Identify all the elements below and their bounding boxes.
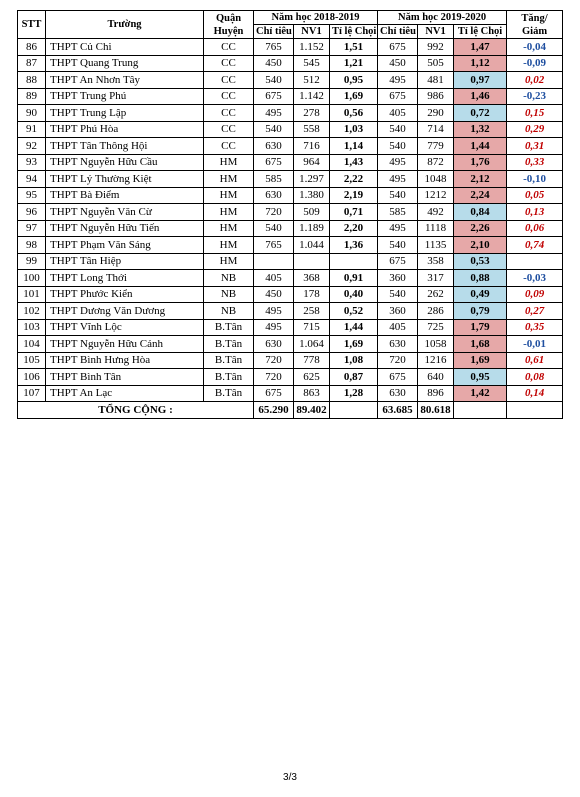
row-change: 0,09	[507, 286, 563, 303]
row-district: CC	[204, 88, 254, 105]
row-change: 0,13	[507, 204, 563, 221]
row-chitieu-2: 495	[378, 171, 418, 188]
row-change: 0,33	[507, 154, 563, 171]
row-nv1-2: 779	[418, 138, 454, 155]
row-change: 0,61	[507, 352, 563, 369]
row-change: 0,14	[507, 385, 563, 402]
row-chitieu-1: 720	[254, 352, 294, 369]
row-tile-2: 1,69	[454, 352, 507, 369]
row-chitieu-2: 630	[378, 385, 418, 402]
row-chitieu-1: 495	[254, 303, 294, 320]
row-school-name: THPT Quang Trung	[46, 55, 204, 72]
row-nv1-2: 986	[418, 88, 454, 105]
row-tile-2: 0,49	[454, 286, 507, 303]
row-chitieu-2: 450	[378, 55, 418, 72]
row-district: HM	[204, 204, 254, 221]
row-school-name: THPT Nguyễn Hữu Cầu	[46, 154, 204, 171]
row-change: -0,01	[507, 336, 563, 353]
row-nv1-2: 896	[418, 385, 454, 402]
row-chitieu-1: 540	[254, 72, 294, 89]
row-nv1-1: 512	[294, 72, 330, 89]
row-chitieu-1: 720	[254, 204, 294, 221]
row-district: HM	[204, 187, 254, 204]
row-tile-2: 2,10	[454, 237, 507, 254]
row-nv1-2: 725	[418, 319, 454, 336]
row-nv1-1: 964	[294, 154, 330, 171]
total-chitieu-2: 63.685	[378, 402, 418, 419]
header-district: Quận Huyện	[204, 11, 254, 39]
table-row	[18, 121, 563, 138]
row-nv1-2: 290	[418, 105, 454, 122]
row-tile-1: 1,69	[330, 88, 378, 105]
row-tile-1: 0,52	[330, 303, 378, 320]
row-chitieu-1: 540	[254, 121, 294, 138]
header-year-2019: Năm học 2019-2020	[378, 11, 507, 25]
row-stt: 93	[18, 154, 46, 171]
row-nv1-1: 1.152	[294, 39, 330, 56]
row-school-name: THPT Nguyễn Hữu Tiến	[46, 220, 204, 237]
row-tile-1: 2,19	[330, 187, 378, 204]
row-chitieu-1: 675	[254, 385, 294, 402]
row-stt: 100	[18, 270, 46, 287]
row-chitieu-2: 630	[378, 336, 418, 353]
row-district: HM	[204, 253, 254, 270]
row-school-name: THPT An Nhơn Tây	[46, 72, 204, 89]
row-chitieu-2: 495	[378, 220, 418, 237]
row-school-name: THPT Tân Thông Hội	[46, 138, 204, 155]
row-nv1-1: 258	[294, 303, 330, 320]
total-label: TỔNG CỘNG :	[18, 402, 254, 419]
row-chitieu-2: 540	[378, 286, 418, 303]
table-row	[18, 220, 563, 237]
row-tile-1: 1,28	[330, 385, 378, 402]
row-tile-1: 0,40	[330, 286, 378, 303]
row-chitieu-2: 675	[378, 88, 418, 105]
row-nv1-2: 505	[418, 55, 454, 72]
table-row	[18, 319, 563, 336]
row-school-name: THPT An Lạc	[46, 385, 204, 402]
row-nv1-1: 1.142	[294, 88, 330, 105]
row-school-name: THPT Dương Văn Dương	[46, 303, 204, 320]
row-nv1-2: 481	[418, 72, 454, 89]
row-school-name: THPT Củ Chi	[46, 39, 204, 56]
row-nv1-2: 262	[418, 286, 454, 303]
row-district: B.Tân	[204, 319, 254, 336]
row-change: -0,23	[507, 88, 563, 105]
row-school-name: THPT Nguyễn Hữu Cảnh	[46, 336, 204, 353]
row-chitieu-2: 360	[378, 303, 418, 320]
row-school-name: THPT Bình Tân	[46, 369, 204, 386]
row-stt: 92	[18, 138, 46, 155]
row-nv1-1: 368	[294, 270, 330, 287]
row-district: CC	[204, 55, 254, 72]
row-nv1-1: 178	[294, 286, 330, 303]
row-tile-2: 0,88	[454, 270, 507, 287]
table-row	[18, 303, 563, 320]
row-change: 0,06	[507, 220, 563, 237]
row-district: NB	[204, 270, 254, 287]
row-tile-2: 0,95	[454, 369, 507, 386]
row-stt: 94	[18, 171, 46, 188]
table-row	[18, 105, 563, 122]
table-row	[18, 187, 563, 204]
row-nv1-1: 716	[294, 138, 330, 155]
row-chitieu-2: 495	[378, 72, 418, 89]
row-nv1-1: 778	[294, 352, 330, 369]
row-chitieu-1: 720	[254, 369, 294, 386]
table-row	[18, 385, 563, 402]
header-chitieu-1: Chỉ tiêu	[254, 25, 294, 39]
row-change: -0,03	[507, 270, 563, 287]
table-row	[18, 39, 563, 56]
row-stt: 102	[18, 303, 46, 320]
row-school-name: THPT Long Thới	[46, 270, 204, 287]
total-tile-1	[330, 402, 378, 419]
row-chitieu-1: 630	[254, 138, 294, 155]
row-district: HM	[204, 154, 254, 171]
table-row	[18, 270, 563, 287]
row-tile-2: 2,12	[454, 171, 507, 188]
row-nv1-1: 1.189	[294, 220, 330, 237]
row-change: 0,35	[507, 319, 563, 336]
header-tile-2: Tỉ lệ Chọi	[454, 25, 507, 39]
row-nv1-2: 1118	[418, 220, 454, 237]
row-chitieu-1: 765	[254, 39, 294, 56]
row-change: 0,02	[507, 72, 563, 89]
table-row	[18, 154, 563, 171]
row-district: B.Tân	[204, 336, 254, 353]
row-chitieu-1: 495	[254, 105, 294, 122]
row-district: HM	[204, 220, 254, 237]
row-nv1-2: 1216	[418, 352, 454, 369]
row-tile-2: 1,76	[454, 154, 507, 171]
row-nv1-2: 640	[418, 369, 454, 386]
row-chitieu-1	[254, 253, 294, 270]
table-row	[18, 72, 563, 89]
row-chitieu-1: 585	[254, 171, 294, 188]
row-stt: 86	[18, 39, 46, 56]
row-chitieu-2: 405	[378, 105, 418, 122]
row-tile-1: 0,95	[330, 72, 378, 89]
row-chitieu-2: 675	[378, 253, 418, 270]
page-number: 3/3	[283, 772, 297, 783]
row-nv1-2: 714	[418, 121, 454, 138]
row-district: CC	[204, 72, 254, 89]
row-school-name: THPT Phước Kiển	[46, 286, 204, 303]
total-row	[18, 402, 563, 419]
row-change: 0,15	[507, 105, 563, 122]
row-tile-2: 0,84	[454, 204, 507, 221]
row-tile-1: 1,43	[330, 154, 378, 171]
row-stt: 95	[18, 187, 46, 204]
row-tile-2: 1,32	[454, 121, 507, 138]
row-tile-1: 0,91	[330, 270, 378, 287]
row-chitieu-1: 675	[254, 88, 294, 105]
row-chitieu-2: 405	[378, 319, 418, 336]
row-chitieu-1: 405	[254, 270, 294, 287]
row-district: B.Tân	[204, 385, 254, 402]
row-tile-1: 1,36	[330, 237, 378, 254]
row-tile-1: 1,08	[330, 352, 378, 369]
table-row	[18, 171, 563, 188]
row-nv1-1: 1.297	[294, 171, 330, 188]
table-row	[18, 369, 563, 386]
row-nv1-1: 1.044	[294, 237, 330, 254]
row-change: 0,74	[507, 237, 563, 254]
row-tile-1	[330, 253, 378, 270]
row-nv1-2: 872	[418, 154, 454, 171]
row-nv1-1: 715	[294, 319, 330, 336]
row-nv1-2: 1058	[418, 336, 454, 353]
row-chitieu-2: 495	[378, 154, 418, 171]
row-school-name: THPT Bà Điểm	[46, 187, 204, 204]
row-tile-1: 1,03	[330, 121, 378, 138]
total-chitieu-1: 65.290	[254, 402, 294, 419]
row-nv1-2: 1048	[418, 171, 454, 188]
row-stt: 103	[18, 319, 46, 336]
row-chitieu-2: 540	[378, 237, 418, 254]
row-stt: 90	[18, 105, 46, 122]
header-tile-1: Tỉ lệ Chọi	[330, 25, 378, 39]
table-row	[18, 88, 563, 105]
table-header	[18, 11, 563, 39]
row-change: 0,05	[507, 187, 563, 204]
row-nv1-1	[294, 253, 330, 270]
row-change: -0,10	[507, 171, 563, 188]
row-nv1-1: 1.064	[294, 336, 330, 353]
row-nv1-1: 545	[294, 55, 330, 72]
row-tile-2: 1,42	[454, 385, 507, 402]
row-tile-1: 2,22	[330, 171, 378, 188]
row-school-name: THPT Lý Thường Kiệt	[46, 171, 204, 188]
row-stt: 87	[18, 55, 46, 72]
row-chitieu-1: 630	[254, 187, 294, 204]
row-district: CC	[204, 105, 254, 122]
row-district: NB	[204, 303, 254, 320]
total-nv1-2: 80.618	[418, 402, 454, 419]
row-stt: 96	[18, 204, 46, 221]
row-nv1-2: 358	[418, 253, 454, 270]
row-tile-1: 1,44	[330, 319, 378, 336]
row-district: HM	[204, 237, 254, 254]
row-tile-2: 1,79	[454, 319, 507, 336]
row-change: 0,29	[507, 121, 563, 138]
row-nv1-2: 492	[418, 204, 454, 221]
row-nv1-1: 863	[294, 385, 330, 402]
row-stt: 106	[18, 369, 46, 386]
row-change: -0,09	[507, 55, 563, 72]
header-school: Trường	[46, 11, 204, 39]
table-row	[18, 138, 563, 155]
row-change: 0,27	[507, 303, 563, 320]
table-row	[18, 237, 563, 254]
row-nv1-2: 1135	[418, 237, 454, 254]
table-row	[18, 286, 563, 303]
row-stt: 97	[18, 220, 46, 237]
row-chitieu-1: 450	[254, 55, 294, 72]
row-stt: 89	[18, 88, 46, 105]
admission-ratio-table	[17, 10, 563, 419]
row-tile-2: 0,79	[454, 303, 507, 320]
row-change: 0,31	[507, 138, 563, 155]
row-stt: 107	[18, 385, 46, 402]
header-chitieu-2: Chỉ tiêu	[378, 25, 418, 39]
header-nv1-2: NV1	[418, 25, 454, 39]
header-change: Tăng/ Giảm	[507, 11, 563, 39]
header-nv1-1: NV1	[294, 25, 330, 39]
row-tile-2: 1,44	[454, 138, 507, 155]
row-tile-2: 0,72	[454, 105, 507, 122]
row-school-name: THPT Tân Hiệp	[46, 253, 204, 270]
row-district: B.Tân	[204, 352, 254, 369]
row-nv1-1: 1.380	[294, 187, 330, 204]
row-stt: 98	[18, 237, 46, 254]
row-nv1-1: 278	[294, 105, 330, 122]
row-school-name: THPT Phạm Văn Sáng	[46, 237, 204, 254]
row-change	[507, 253, 563, 270]
row-stt: 104	[18, 336, 46, 353]
row-chitieu-2: 675	[378, 369, 418, 386]
row-chitieu-2: 360	[378, 270, 418, 287]
row-school-name: THPT Trung Lập	[46, 105, 204, 122]
row-stt: 88	[18, 72, 46, 89]
row-chitieu-2: 540	[378, 187, 418, 204]
row-stt: 101	[18, 286, 46, 303]
row-school-name: THPT Bình Hưng Hòa	[46, 352, 204, 369]
row-school-name: THPT Vĩnh Lộc	[46, 319, 204, 336]
table-row	[18, 253, 563, 270]
row-tile-1: 1,14	[330, 138, 378, 155]
row-chitieu-2: 540	[378, 121, 418, 138]
row-stt: 91	[18, 121, 46, 138]
row-stt: 105	[18, 352, 46, 369]
row-nv1-2: 992	[418, 39, 454, 56]
row-district: HM	[204, 171, 254, 188]
row-district: CC	[204, 121, 254, 138]
row-nv1-2: 286	[418, 303, 454, 320]
row-nv1-2: 1212	[418, 187, 454, 204]
row-chitieu-1: 675	[254, 154, 294, 171]
row-tile-2: 2,26	[454, 220, 507, 237]
row-nv1-1: 558	[294, 121, 330, 138]
row-tile-2: 1,46	[454, 88, 507, 105]
row-tile-2: 1,12	[454, 55, 507, 72]
header-stt: STT	[18, 11, 46, 39]
row-chitieu-2: 540	[378, 138, 418, 155]
row-tile-2: 1,68	[454, 336, 507, 353]
row-tile-1: 2,20	[330, 220, 378, 237]
row-tile-2: 2,24	[454, 187, 507, 204]
row-district: CC	[204, 39, 254, 56]
row-chitieu-1: 765	[254, 237, 294, 254]
row-stt: 99	[18, 253, 46, 270]
header-year-2018: Năm học 2018-2019	[254, 11, 378, 25]
total-tile-2	[454, 402, 507, 419]
row-chitieu-2: 720	[378, 352, 418, 369]
row-school-name: THPT Nguyễn Văn Cừ	[46, 204, 204, 221]
row-tile-1: 1,69	[330, 336, 378, 353]
row-chitieu-1: 450	[254, 286, 294, 303]
table-body	[18, 39, 563, 402]
row-school-name: THPT Phú Hòa	[46, 121, 204, 138]
row-nv1-1: 509	[294, 204, 330, 221]
row-tile-2: 0,97	[454, 72, 507, 89]
row-change: -0,04	[507, 39, 563, 56]
row-district: NB	[204, 286, 254, 303]
row-tile-1: 1,51	[330, 39, 378, 56]
row-chitieu-1: 495	[254, 319, 294, 336]
row-tile-1: 0,71	[330, 204, 378, 221]
total-nv1-1: 89.402	[294, 402, 330, 419]
row-tile-2: 0,53	[454, 253, 507, 270]
total-change	[507, 402, 563, 419]
row-tile-1: 0,87	[330, 369, 378, 386]
row-tile-2: 1,47	[454, 39, 507, 56]
row-tile-1: 0,56	[330, 105, 378, 122]
row-chitieu-2: 585	[378, 204, 418, 221]
row-chitieu-1: 540	[254, 220, 294, 237]
row-district: B.Tân	[204, 369, 254, 386]
table-row	[18, 204, 563, 221]
table-row	[18, 336, 563, 353]
row-tile-1: 1,21	[330, 55, 378, 72]
row-change: 0,08	[507, 369, 563, 386]
table-row	[18, 55, 563, 72]
row-nv1-2: 317	[418, 270, 454, 287]
row-chitieu-1: 630	[254, 336, 294, 353]
table-row	[18, 352, 563, 369]
row-school-name: THPT Trung Phú	[46, 88, 204, 105]
row-nv1-1: 625	[294, 369, 330, 386]
row-chitieu-2: 675	[378, 39, 418, 56]
row-district: CC	[204, 138, 254, 155]
